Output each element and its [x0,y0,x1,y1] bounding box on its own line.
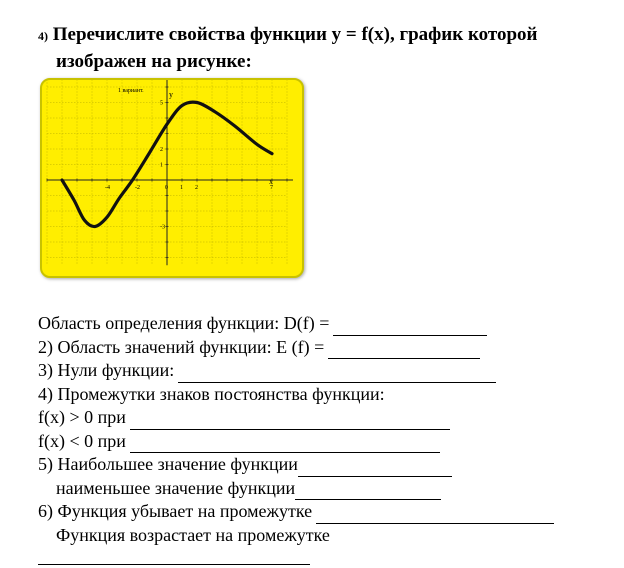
figure-caption: 1 вариант. [118,88,144,94]
y-axis-label: y [169,90,173,99]
task-title-line2: изображен на рисунке: [56,51,252,72]
answer-domain-blank[interactable] [333,318,487,336]
question-negative [38,430,554,454]
question-negative-text: f(x) < 0 при [38,430,126,451]
question-min [38,477,554,501]
answer-negative-blank[interactable] [130,435,440,453]
question-sign [38,383,554,407]
y-tick-label: -3 [160,224,165,231]
questions [38,312,554,565]
answer-increasing-row [38,547,554,565]
question-domain [38,312,554,336]
question-zeros-text: 3) Нули функции: [38,360,175,380]
question-increasing [38,524,554,548]
question-max-text: 5) Наибольшее значение функции [38,454,298,474]
function-graph [42,80,302,276]
question-range-text: 2) Область значений функции: E (f) = [38,336,325,357]
function-graph-figure [40,78,304,278]
answer-decreasing-blank[interactable] [316,506,554,524]
question-domain-text: Область определения функции: D(f) = [38,313,330,333]
question-min-text: наименьшее значение функции [56,477,296,498]
task-number: 4) [38,29,48,43]
x-tick-label: -4 [105,185,110,191]
question-max [38,453,554,477]
question-decreasing [38,500,554,524]
answer-positive-blank[interactable] [130,412,450,430]
question-range [38,336,554,360]
question-decreasing-text: 6) Функция убывает на промежутке [38,501,313,521]
x-tick-label: 1 [180,185,183,191]
axes [47,80,293,265]
task-header [38,22,598,75]
answer-increasing-blank[interactable] [38,547,310,565]
y-tick-label: 2 [160,147,163,153]
x-tick-label: 2 [195,185,198,191]
question-positive-text: f(x) > 0 при [38,407,126,427]
question-increasing-text: Функция возрастает на промежутке [56,524,330,545]
answer-min-blank[interactable] [295,482,441,500]
task-title [38,22,598,75]
x-axis-label: x [269,177,273,186]
x-tick-label: 0 [165,185,168,191]
answer-zeros-blank[interactable] [178,365,496,383]
answer-range-blank[interactable] [328,341,480,359]
task-title-line1: Перечислите свойства функции y = f(x), график которой [52,24,538,45]
question-zeros [38,359,554,383]
y-tick-label: 5 [160,100,163,107]
question-sign-text: 4) Промежутки знаков постоянства функции: [38,383,385,404]
x-tick-label: 7 [270,185,273,191]
y-tick-label: 1 [160,162,163,169]
question-positive [38,406,554,430]
x-tick-label: -2 [135,185,140,191]
answer-max-blank[interactable] [298,459,452,477]
